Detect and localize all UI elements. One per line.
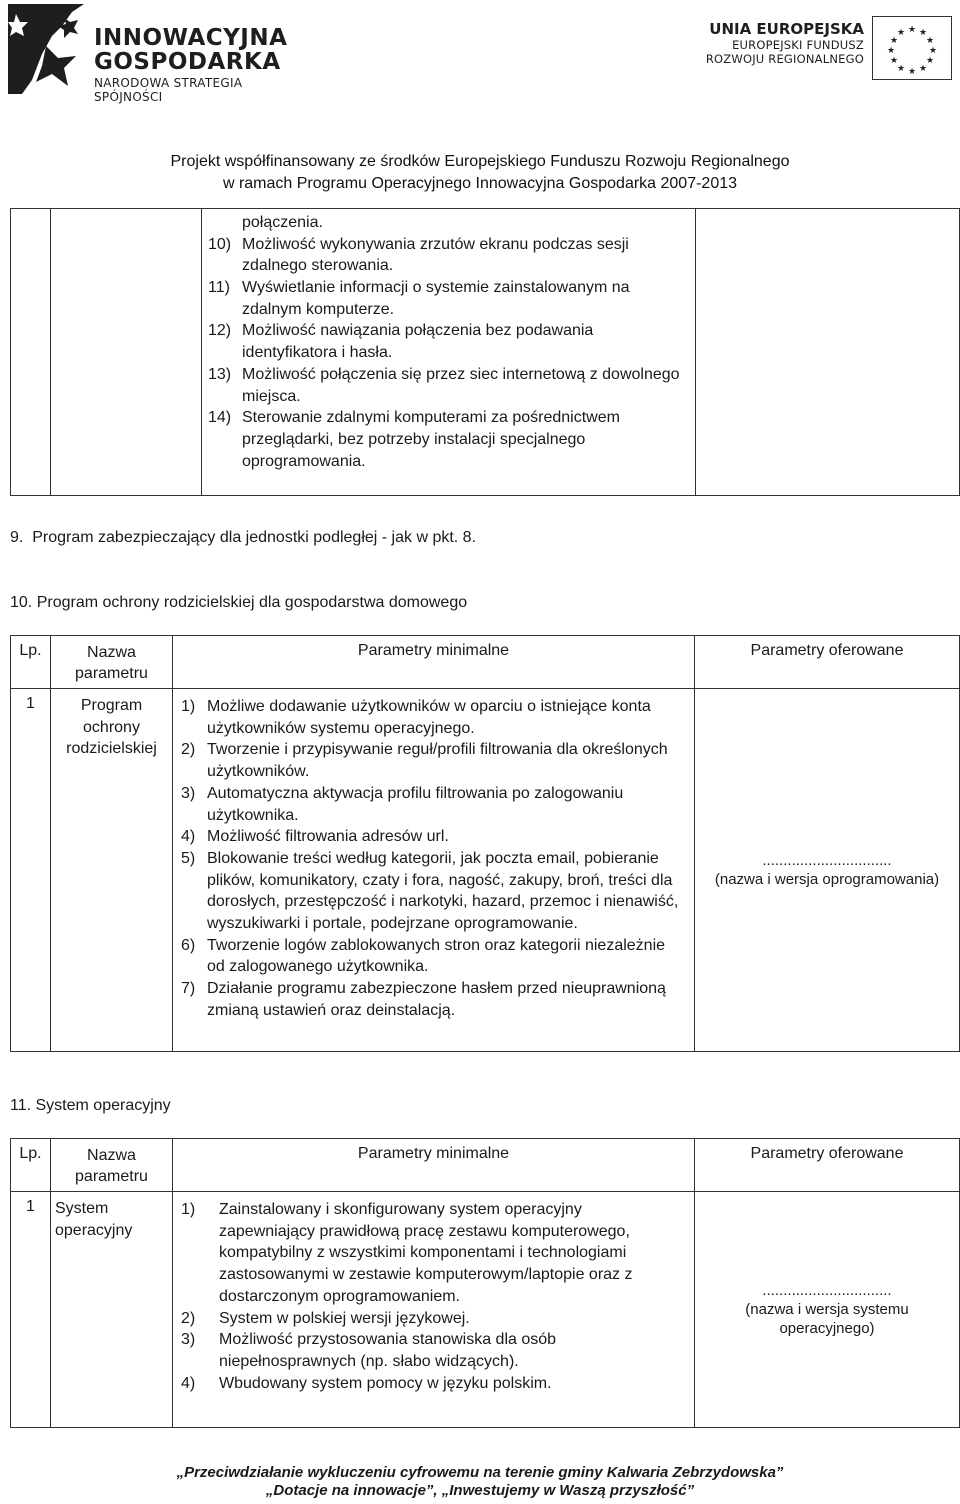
col-lp-header: Lp.: [11, 1139, 51, 1192]
row-name-cell: Program ochrony rodzicielskiej: [51, 689, 173, 1052]
offered-note: (nazwa i wersja systemu operacyjnego): [745, 1301, 909, 1337]
list-item: 4) Wbudowany system pomocy w języku polskim.: [181, 1374, 552, 1392]
list-item: 10) Możliwość wykonywania zrzutów ekranu podczas sesji zdalnego sterowania.: [208, 235, 629, 275]
list-item: 1) Zainstalowany i skonfigurowany system operacyjny zapewniający prawidłową pracę zestawu komputerowego, kompatybilny z wszystkimi komponentami i technologiami zastosowanymi w zestawie komputerowym/laptopie oraz z dostarczonym oprogramowaniem.: [181, 1201, 633, 1305]
section10-title: 10. Program ochrony rodzicielskiej dla gospodarstwa domowego: [10, 594, 468, 611]
svg-text:★: ★: [918, 64, 928, 74]
eu-flag-icon: [872, 16, 952, 80]
list-item: 12) Możliwość nawiązania połączenia bez podawania identyfikatora i hasła.: [208, 322, 594, 362]
col-offered-header: Parametry oferowane: [695, 1139, 960, 1192]
col-lp-header: Lp.: [11, 636, 51, 689]
eu-logo-line2: EUROPEJSKI FUNDUSZ: [732, 38, 864, 52]
row-params-cell: [173, 689, 695, 1052]
list-item: 2) System w polskiej wersji językowej.: [181, 1309, 470, 1327]
svg-text:★: ★: [925, 56, 935, 66]
col-offered-header: Parametry oferowane: [695, 636, 960, 689]
list-item: 3) Możliwość przystosowania stanowiska dla osób niepełnosprawnych (np. słabo widzących).: [181, 1331, 557, 1370]
section11-title: 11. System operacyjny: [10, 1097, 171, 1114]
ig-logo-line1: INNOWACYJNA: [94, 25, 288, 51]
footer-line2: „Dotacje na innowacje”, „Inwestujemy w Waszą przyszłość”: [265, 1482, 695, 1499]
ig-logo-line2: GOSPODARKA: [94, 49, 281, 75]
svg-text:★: ★: [918, 28, 928, 38]
list-item: 14) Sterowanie zdalnymi komputerami za pośrednictwem przeglądarki, bez potrzeby instalacji specjalnego oprogramowania.: [208, 409, 620, 470]
continued-items-list: [208, 234, 685, 473]
col-min-header: Parametry minimalne: [173, 1139, 695, 1192]
svg-text:★: ★: [886, 46, 896, 56]
row-offered-cell: [695, 689, 960, 1052]
section9-title: 9. Program zabezpieczający dla jednostki podległej - jak w pkt. 8.: [10, 529, 477, 546]
continued-name-cell: [51, 209, 202, 496]
list-item: 3) Automatyczna aktywacja profilu filtrowania po zalogowaniu użytkownika.: [181, 784, 624, 824]
project-funding-line1: Projekt współfinansowany ze środków Europejskiego Funduszu Rozwoju Regionalnego: [170, 153, 790, 170]
col-name-header: Nazwa parametru: [51, 1139, 173, 1192]
list-item: 7) Działanie programu zabezpieczone hasłem przed nieuprawnioną zmianą ustawień oraz deinstalacją.: [181, 980, 666, 1019]
col-min-header: Parametry minimalne: [173, 636, 695, 689]
parental-control-table: [10, 635, 960, 1052]
continued-spec-table: [10, 208, 960, 496]
row-lp-cell: 1: [11, 689, 51, 1052]
continued-offered-cell: [696, 209, 960, 496]
ig-logo-line3: NARODOWA STRATEGIA SPÓJNOŚCI: [94, 76, 243, 104]
svg-text:★: ★: [928, 46, 938, 56]
row-lp-cell: 1: [11, 1192, 51, 1428]
col-name-header: Nazwa parametru: [51, 636, 173, 689]
list-item: 13) Możliwość połączenia się przez siec internetową z dowolnego miejsca.: [208, 365, 680, 405]
list-item: 6) Tworzenie logów zablokowanych stron oraz kategorii niezależnie od zalogowanego użytkownika.: [181, 936, 666, 976]
svg-text:★: ★: [896, 28, 906, 38]
ig-logo-mark-icon: [6, 2, 88, 96]
svg-text:★: ★: [889, 56, 899, 66]
list-item: 4) Możliwość filtrowania adresów url.: [181, 828, 449, 846]
list-item: 11) Wyświetlanie informacji o systemie zainstalowanym na zdalnym komputerze.: [208, 279, 630, 318]
eu-logo-line3: ROZWOJU REGIONALNEGO: [705, 52, 864, 66]
row-params-cell: [173, 1192, 695, 1428]
svg-text:★: ★: [896, 64, 906, 74]
offered-note: (nazwa i wersja oprogramowania): [714, 871, 940, 888]
os-items-list: [181, 1199, 634, 1394]
continued-lead-text: połączenia.: [242, 214, 323, 231]
list-item: 2) Tworzenie i przypisywanie reguł/profili filtrowania dla określonych użytkowników.: [181, 741, 668, 781]
svg-text:★: ★: [925, 36, 935, 46]
list-item: 1) Możliwe dodawanie użytkowników w oparciu o istniejące konta użytkowników systemu operacyjnego.: [181, 698, 651, 737]
project-funding-line2: w ramach Programu Operacyjnego Innowacyjna Gospodarka 2007-2013: [222, 175, 738, 192]
row-name-cell: System operacyjny: [51, 1192, 173, 1428]
continued-lp-cell: [11, 209, 51, 496]
eu-logo: [676, 12, 956, 82]
offered-dots: ...............................: [762, 1282, 892, 1299]
continued-params-cell: [202, 209, 696, 496]
parental-items-list: [181, 696, 686, 1022]
offered-dots: ...............................: [762, 852, 892, 869]
innowacyjna-gospodarka-logo: [6, 2, 306, 104]
row-offered-cell: [695, 1192, 960, 1428]
operating-system-table: [10, 1138, 960, 1428]
svg-text:★: ★: [907, 25, 917, 35]
svg-text:★: ★: [907, 67, 917, 77]
svg-text:★: ★: [889, 36, 899, 46]
eu-logo-line1: UNIA EUROPEJSKA: [709, 20, 864, 38]
footer-line1: „Przeciwdziałanie wykluczeniu cyfrowemu na terenie gminy Kalwaria Zebrzydowska”: [176, 1464, 784, 1481]
list-item: 5) Blokowanie treści według kategorii, jak poczta email, pobieranie plików, komunikatory, czaty i fora, nagość, zakupy, broń, treści dla dorosłych, przestępczość i narkotyki, hazard, przemoc i nienawiść, wyszukiwarki i portale, podejrzane oprogramowanie.: [181, 849, 679, 933]
